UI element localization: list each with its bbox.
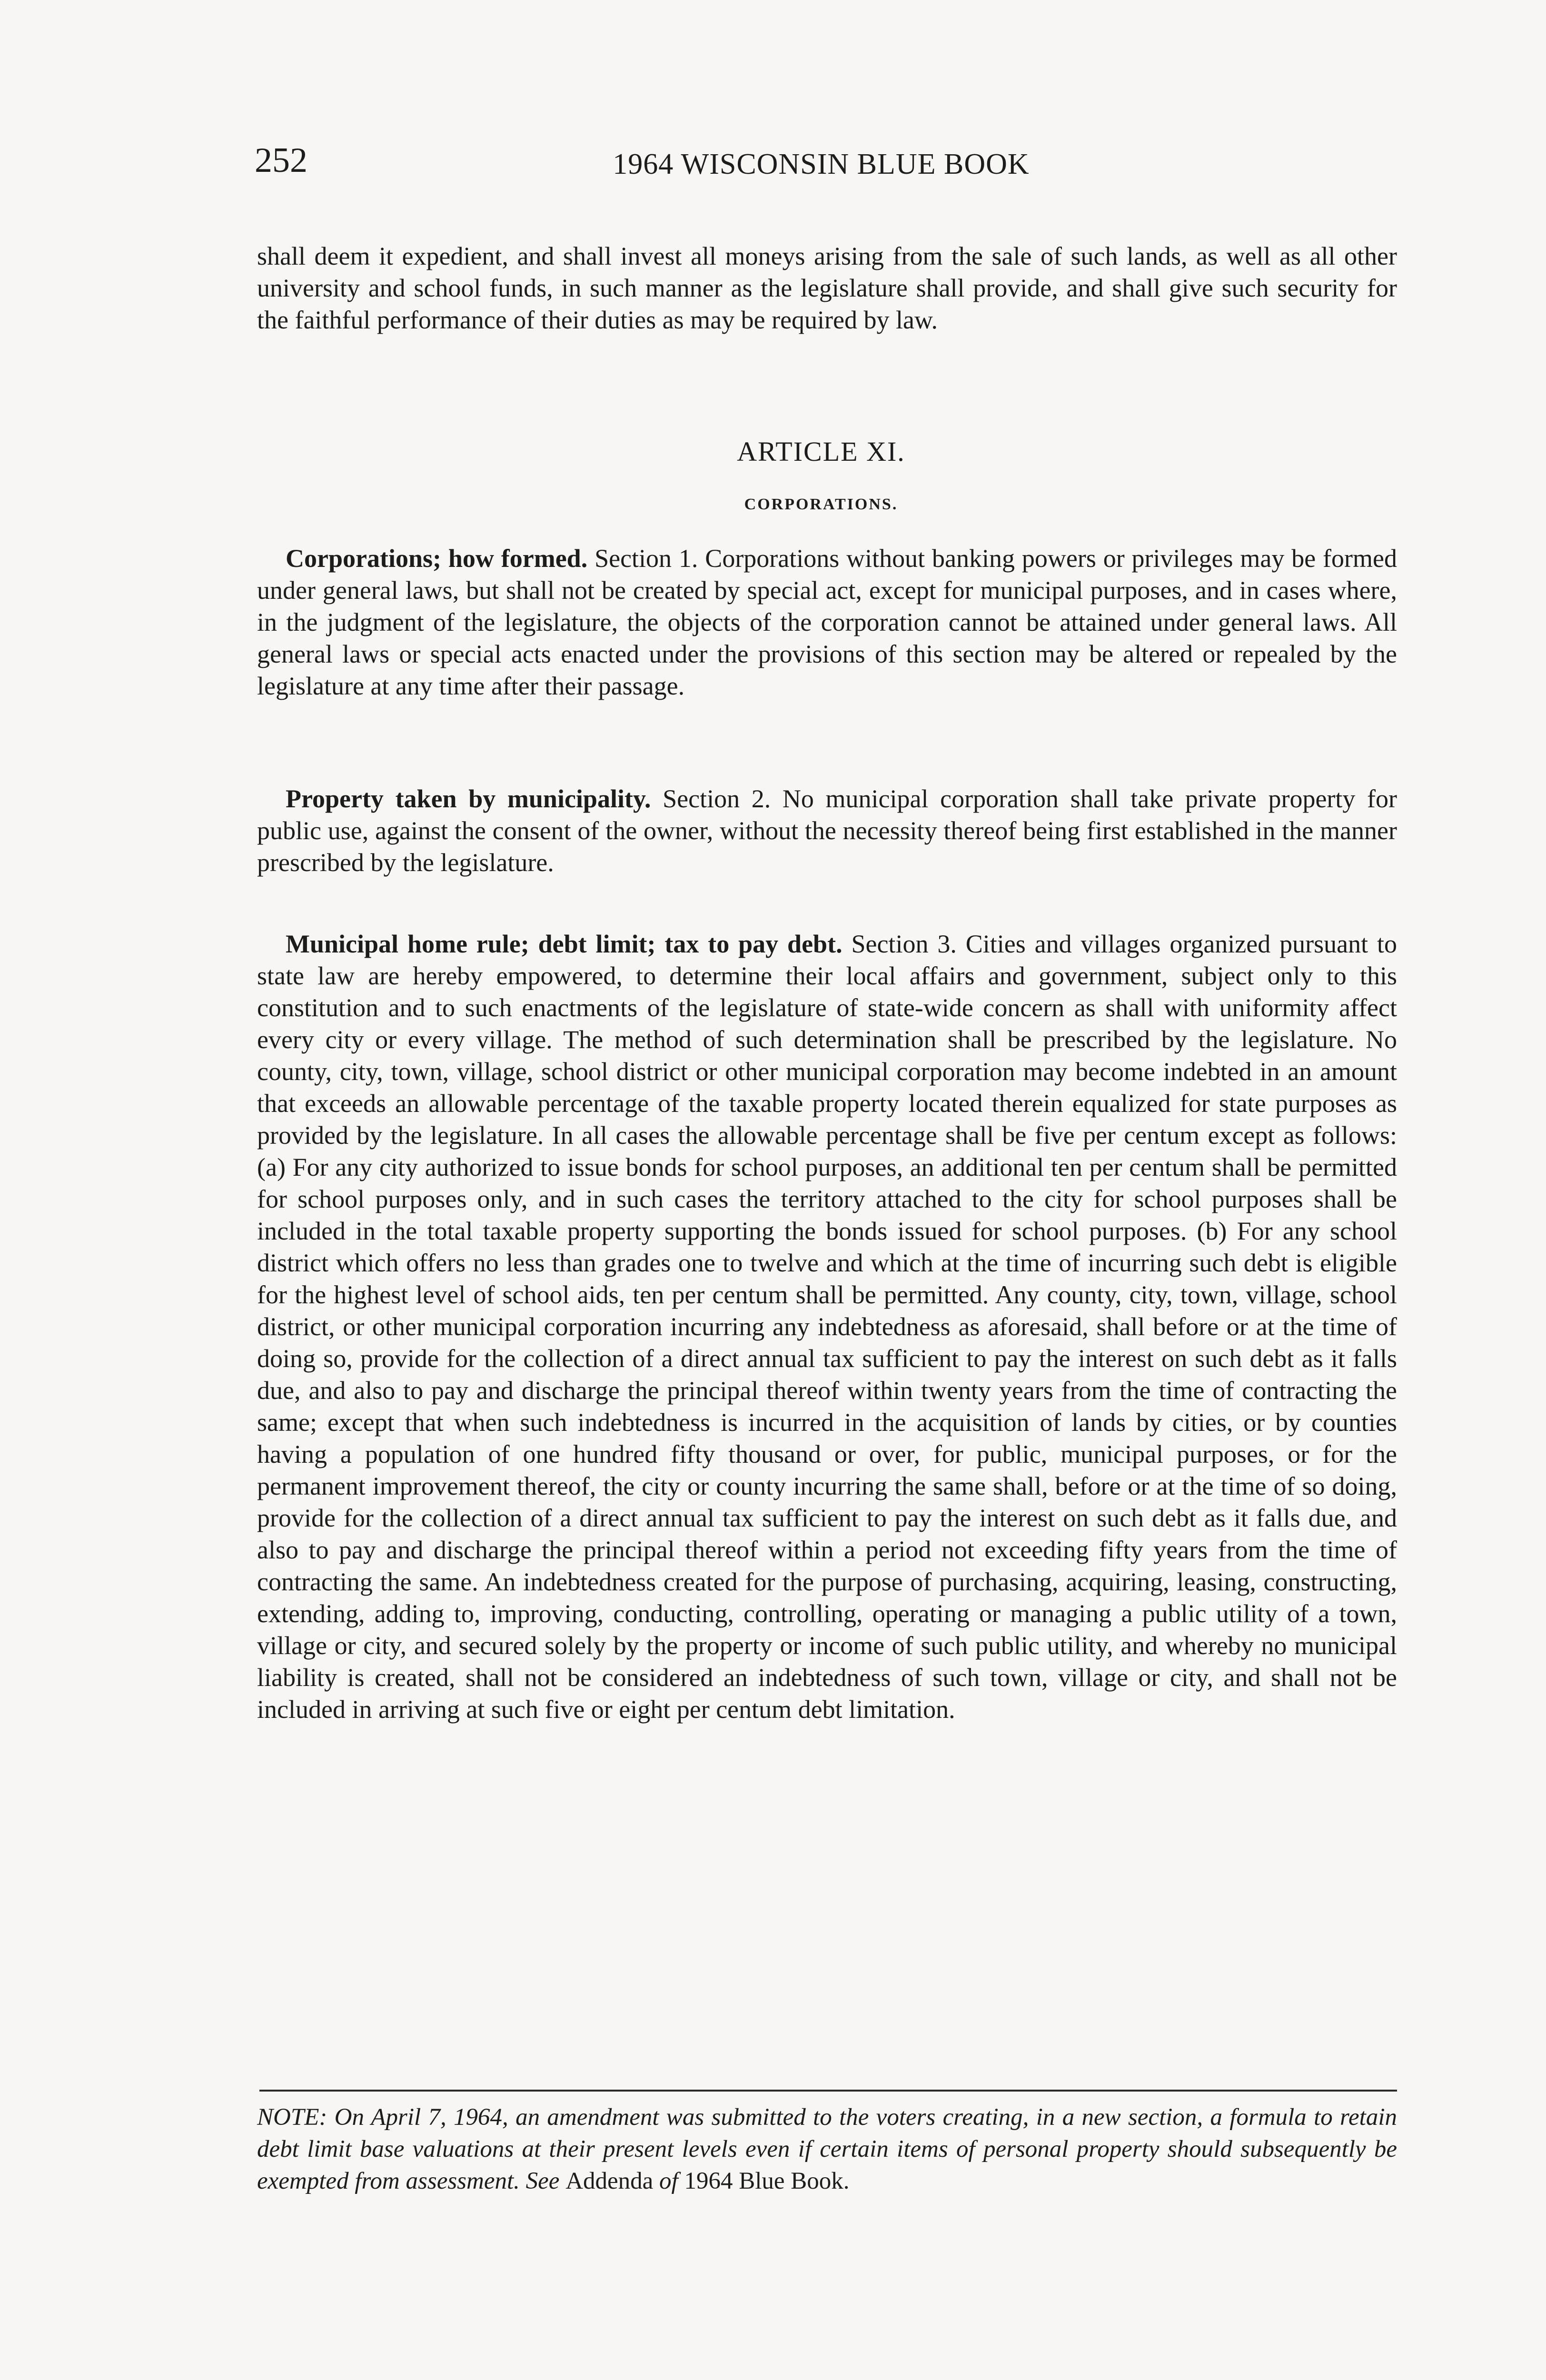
note-of-text: of [659, 2168, 684, 2194]
note-bluebook-text: 1964 Blue Book. [684, 2168, 850, 2194]
section-2-text: Section 2. No municipal corporation shall take private property for public use, against the consent of the owner, without the necessity thereof being first established in the manner prescribed by the legislature. [257, 784, 1397, 877]
section-1-text: Section 1. Corporations without banking powers or privileges may be formed under general laws, but shall not be created by special act, except for municipal purposes, and in cases where, in the judgment of the legislature, the objects of the corporation cannot be attained under general laws. All general laws or special acts enacted under the provisions of this section may be altered or repealed by the legislature at any time after their passage. [257, 544, 1397, 700]
article-subheading: CORPORATIONS. [744, 496, 898, 513]
section-3-paragraph [257, 928, 1397, 1726]
running-title: 1964 WISCONSIN BLUE BOOK [613, 148, 1030, 180]
article-heading: ARTICLE XI. [737, 436, 905, 467]
section-2-caption: Property taken by municipality. [286, 784, 651, 813]
note-paragraph [257, 2102, 1397, 2197]
continuation-paragraph: shall deem it expedient, and shall invest all moneys arising from the sale of such lands, as well as all other university and school funds, in such manner as the legislature shall provide, and shall give such security for the faithful performance of their duties as may be required by law. [257, 242, 1397, 334]
section-1-caption: Corporations; how formed. [286, 544, 588, 573]
note-italic-text: NOTE: On April 7, 1964, an amendment was submitted to the voters creating, in a new section, a formula to retain debt limit base valuations at their present levels even if certain items of personal property should subsequently be exempted from assessment. See [257, 2104, 1397, 2194]
page-header [255, 143, 1387, 200]
note-divider [259, 2090, 1397, 2092]
section-3-caption: Municipal home rule; debt limit; tax to pay debt. [286, 930, 842, 958]
section-2-paragraph [257, 783, 1397, 879]
section-3-text: Section 3. Cities and villages organized pursuant to state law are hereby empowered, to determine their local affairs and government, subject only to this constitution and to such enactments of the legislature of state-wide concern as shall with uniformity affect every city or every village. The method of such determination shall be prescribed by the legislature. No county, city, town, village, school district or other municipal corporation may become indebted in an amount that exceeds an allowable percentage of the taxable property located therein equalized for state purposes as provided by the legislature. In all cases the allowable percentage shall be five per centum except as follows: (a) For any city authorized to issue bonds for school purposes, an additional ten per centum shall be permitted for school purposes only, and in such cases the territory attached to the city for school purposes shall be included in the total taxable property supporting the bonds issued for school purposes. (b) For any school district which offers no less than grades one to twelve and which at the time of incurring such debt is eligible for the highest level of school aids, ten per centum shall be permitted. Any county, city, town, village, school district, or other municipal corporation incurring any indebtedness as aforesaid, shall before or at the time of doing so, provide for the collection of a direct annual tax sufficient to pay the interest on such debt as it falls due, and also to pay and discharge the principal thereof within twenty years from the time of contracting the same; except that when such indebtedness is incurred in the acquisition of lands by cities, or by counties having a population of one hundred fifty thousand or over, for public, municipal purposes, or for the permanent improvement thereof, the city or county incurring the same shall, before or at the time of so doing, provide for the collection of a direct annual tax sufficient to pay the interest on such debt as it falls due, and also to pay and discharge the principal thereof within a period not exceeding fifty years from the time of contracting the same. An indebtedness created for the purpose of purchasing, acquiring, leasing, constructing, extending, adding to, improving, conducting, controlling, operating or managing a public utility of a town, village or city, and secured solely by the property or income of such public utility, and whereby no municipal liability is created, shall not be considered an indebtedness of such town, village or city, and shall not be included in arriving at such five or eight per centum debt limitation. [257, 930, 1397, 1724]
section-1-paragraph [257, 543, 1397, 702]
page-number: 252 [255, 141, 307, 180]
note-addenda-text: Addenda [565, 2168, 660, 2194]
